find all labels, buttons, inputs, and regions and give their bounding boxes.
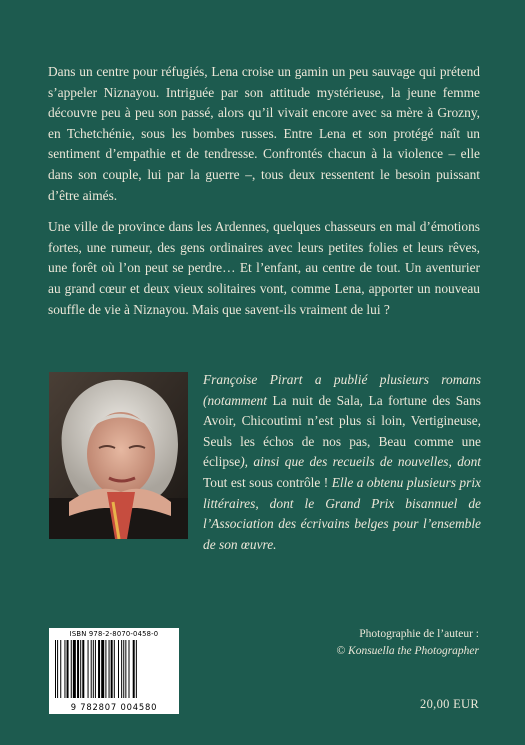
book-title: Beau comme une éclipse [203, 433, 481, 470]
bio-mid: ), ainsi que des recueils de nouvelles, dont [240, 454, 481, 470]
book-title: Tout est sous contrôle ! [203, 474, 329, 490]
blurb-paragraph: Une ville de province dans les Ardennes, quelques chasseurs en mal d’émotions fortes, une rumeur, des gens ordinaires avec leurs petites folies et leurs rêves, une forêt où l’on peut se perdre… Et l’enfant, au centre de tout. Un aventurier au grand cœur et deux vieux solitaires vont, comme Lena, apporter un nouveau souffle de vie à Niznayou. Mais que savent-ils vraiment de lui ? [48, 219, 480, 317]
back-cover-blurb [48, 62, 480, 331]
bio-outro: Elle a obtenu plusieurs prix littéraires, dont le Grand Prix bisannuel de l’Association des écrivains belges pour l’ensemble de son œuvre. [203, 474, 481, 552]
author-photo [49, 372, 188, 539]
book-title: Vertigineuse, [410, 413, 482, 429]
book-title: La nuit de Sala, [272, 392, 369, 408]
book-title: Seuls les échos de nos pas, [203, 433, 379, 449]
isbn-label: ISBN 978-2-8070-0458-0 [69, 630, 159, 638]
photo-credit [299, 626, 479, 660]
photo-credit-label: Photographie de l’auteur : [359, 628, 479, 640]
book-title: Chicoutimi n’est plus si loin, [241, 413, 411, 429]
book-title: La fortune des Sans Avoir, [203, 392, 481, 429]
price: 20,00 EUR [420, 697, 479, 711]
author-biography [203, 370, 481, 555]
bio-intro: Françoise Pirart a publié plusieurs romans (notamment [203, 372, 481, 408]
blurb-paragraph: Dans un centre pour réfugiés, Lena croise un gamin un peu sauvage qui prétend s’appeler Niznayou. Intriguée par son attitude mystérieuse, la jeune femme découvre peu à peu son passé, alors qu’il vivait encore avec sa mère à Grozny, en Tchetchénie, sous les bombes russes. Entre Lena et son protégé naît un sentiment d’empathie et de tendresse. Confrontés chacun à la violence – elle dans son couple, lui par la guerre –, tous deux ressentent le besoin puissant d’être aimés. [48, 64, 480, 203]
barcode-bars [55, 640, 173, 698]
isbn-barcode [49, 628, 179, 714]
photo-credit-name: © Konsuella the Photographer [336, 645, 479, 657]
ean-digits: 9 782807 004580 [70, 702, 158, 712]
author-portrait-image [49, 372, 188, 539]
